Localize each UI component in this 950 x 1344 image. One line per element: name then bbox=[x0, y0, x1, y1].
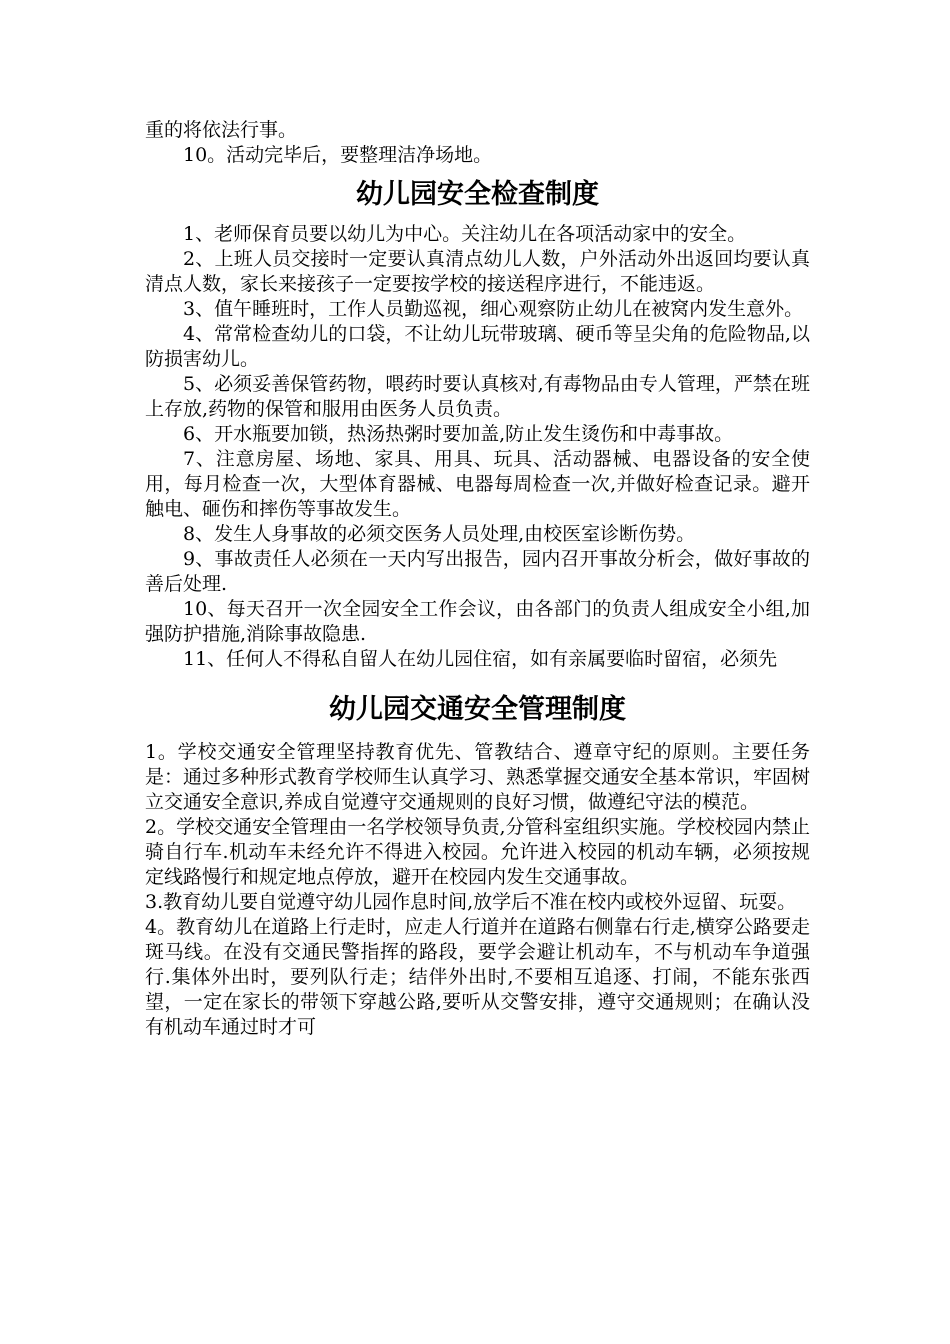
document-body bbox=[145, 118, 810, 1040]
safety-item-1: 1、老师保育员要以幼儿为中心。关注幼儿在各项活动家中的安全。 bbox=[183, 223, 747, 245]
safety-item-2: 2、上班人员交接时一定要认真清点幼儿人数，户外活动外出返回均要认真清点人数，家长来接孩子一定要按学校的接送程序进行，不能违返。 bbox=[145, 248, 810, 295]
safety-item-7: 7、注意房屋、场地、家具、用具、玩具、活动器械、电器设备的安全使用，每月检查一次，大型体育器械、电器每周检查一次,并做好检查记录。避开触电、砸伤和摔伤等事故发生。 bbox=[145, 448, 810, 520]
section-title-safety-inspection: 幼儿园安全检查制度 bbox=[356, 179, 599, 210]
traffic-item-3: 3.教育幼儿要自觉遵守幼儿园作息时间,放学后不准在校内或校外逗留、玩耍。 bbox=[145, 891, 797, 913]
safety-item-5: 5、必须妥善保管药物，喂药时要认真核对,有毒物品由专人管理，严禁在班上存放,药物的保管和服用由医务人员负责。 bbox=[145, 373, 810, 420]
traffic-item-2: 2。学校交通安全管理由一名学校领导负责,分管科室组织实施。学校校园内禁止骑自行车.机动车未经允许不得进入校园。允许进入校园的机动车辆，必须按规定线路慢行和规定地点停放，避开在校园内发生交通事故。 bbox=[145, 816, 810, 888]
safety-item-6: 6、开水瓶要加锁，热汤热粥时要加盖,防止发生烫伤和中毒事故。 bbox=[183, 423, 734, 445]
safety-item-9: 9、事故责任人必须在一天内写出报告，园内召开事故分析会，做好事故的善后处理. bbox=[145, 548, 810, 595]
intro-line-2: 10。活动完毕后，要整理洁净场地。 bbox=[183, 144, 493, 166]
safety-item-11: 11、任何人不得私自留人在幼儿园住宿，如有亲属要临时留宿，必须先 bbox=[183, 648, 778, 670]
safety-item-4: 4、常常检查幼儿的口袋，不让幼儿玩带玻璃、硬币等呈尖角的危险物品,以防损害幼儿。 bbox=[145, 323, 810, 370]
safety-item-3: 3、值午睡班时，工作人员勤巡视，细心观察防止幼儿在被窝内发生意外。 bbox=[183, 298, 804, 320]
traffic-item-1: 1。学校交通安全管理坚持教育优先、管教结合、遵章守纪的原则。主要任务是：通过多种形式教育学校师生认真学习、熟悉掌握交通安全基本常识，牢固树立交通安全意识,养成自觉遵守交通规则的良好习惯，做遵纪守法的模范。 bbox=[145, 741, 811, 813]
safety-item-8: 8、发生人身事故的必须交医务人员处理,由校医室诊断伤势。 bbox=[183, 523, 696, 545]
traffic-item-4: 4。教育幼儿在道路上行走时，应走人行道并在道路右侧靠右行走,横穿公路要走斑马线。在没有交通民警指挥的路段，要学会避让机动车，不与机动车争道强行.集体外出时，要列队行走；结伴外出时,不要相互追逐、打闹，不能东张西望，一定在家长的带领下穿越公路,要听从交警安排，遵守交通规则；在确认没有机动车通过时才可 bbox=[145, 916, 810, 1038]
safety-item-10: 10、每天召开一次全园安全工作会议，由各部门的负责人组成安全小组,加强防护措施,消除事故隐患. bbox=[145, 598, 810, 645]
section-title-traffic-safety: 幼儿园交通安全管理制度 bbox=[329, 694, 626, 725]
intro-line-1: 重的将依法行事。 bbox=[145, 119, 298, 141]
